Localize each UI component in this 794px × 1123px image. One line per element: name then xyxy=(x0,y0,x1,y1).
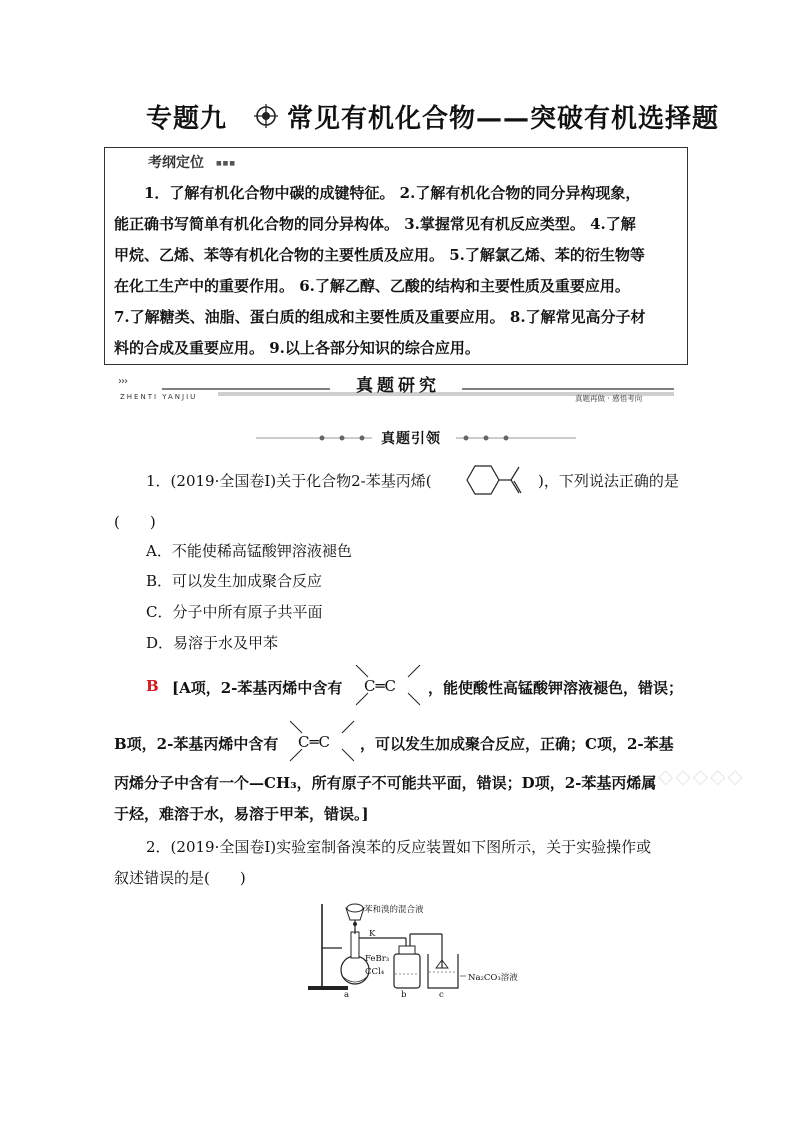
section-title: 真题研究 xyxy=(356,376,440,396)
banner-note: 真题再做 · 感悟考向 xyxy=(575,394,643,403)
funnel-label: 苯和溴的混合液 xyxy=(364,905,424,915)
reagent-label: CCl₄ xyxy=(365,967,385,977)
banner-arrows: ››› xyxy=(118,376,127,387)
banner-pinyin: ZHENTI YANJIU xyxy=(120,393,198,401)
syllabus-text xyxy=(114,178,682,364)
q1-option-c: C．分子中所有原子共平面 xyxy=(146,603,323,621)
chapter-title: 常见有机化合物——突破有机选择题 xyxy=(287,104,720,134)
q1-exp-line3: 丙烯分子中含有一个—CH₃，所有原子不可能共平面，错误；D项，2-苯基丙烯属 xyxy=(114,774,657,792)
q1-stem-end: )，下列说法正确的是 xyxy=(538,472,679,490)
q1-exp-line2a: B项，2-苯基丙烯中含有 xyxy=(114,735,279,753)
heading-dots-decoration: ■■■ xyxy=(216,160,237,167)
q1-answer-bracket: ( ) xyxy=(114,513,156,531)
watermark: ◇◇◇◇◇ xyxy=(658,764,745,788)
flask-label-b: b xyxy=(401,990,407,1000)
syllabus-line: 能正确书写简单有机化合物的同分异构体。 3.掌握常见有机反应类型。 4.了解 xyxy=(114,215,636,233)
q1-exp-line1b: ，能使酸性高锰酸钾溶液褪色，错误； xyxy=(428,679,684,697)
chapter-label: 专题九 xyxy=(146,104,228,134)
syllabus-line: 7.了解糖类、油脂、蛋白质的组成和主要性质及重要应用。 8.了解常见高分子材 xyxy=(114,308,646,326)
q1-option-b: B．可以发生加成聚合反应 xyxy=(146,572,323,590)
q1-option-a: A．不能使稀高锰酸钾溶液褪色 xyxy=(146,542,352,560)
syllabus-line: 1．了解有机化合物中碳的成键特征。 2.了解有机化合物的同分异构现象， xyxy=(144,184,641,202)
section-subtitle: 真题引领 xyxy=(381,431,441,447)
reagent-label: FeBr₃ xyxy=(365,954,390,964)
q2-stem-line1: 2．(2019·全国卷Ⅰ)实验室制备溴苯的反应装置如下图所示，关于实验操作或 xyxy=(146,838,652,856)
flask-label-c: c xyxy=(439,990,444,1000)
syllabus-line: 甲烷、乙烯、苯等有机化合物的主要性质及应用。 5.了解氯乙烯、苯的衍生物等 xyxy=(114,246,645,264)
valve-label: K xyxy=(369,929,376,939)
q1-stem-start: 1．(2019·全国卷Ⅰ)关于化合物2-苯基丙烯( xyxy=(146,472,432,490)
crosshair-icon xyxy=(254,104,278,128)
syllabus-line: 在化工生产中的重要作用。 6.了解乙醇、乙酸的结构和主要性质及重要应用。 xyxy=(114,277,630,295)
q1-answer: B xyxy=(146,677,159,695)
flask-label-a: a xyxy=(344,990,350,1000)
page-title xyxy=(146,98,719,135)
syllabus-line: 料的合成及重要应用。 9.以上各部分知识的综合应用。 xyxy=(114,339,480,357)
double-bond-label: C═C xyxy=(364,677,396,695)
double-bond-label: C═C xyxy=(298,733,330,751)
q1-option-d: D．易溶于水及甲苯 xyxy=(146,634,279,652)
solution-label: Na₂CO₃溶液 xyxy=(468,973,518,983)
q1-exp-line4: 于烃，难溶于水，易溶于甲苯，错误。] xyxy=(114,805,369,823)
phenylpropene-structure xyxy=(455,460,529,500)
q1-exp-line2b: ，可以发生加成聚合反应，正确；C项，2-苯基 xyxy=(360,735,674,753)
q2-stem-line2: 叙述错误的是( ) xyxy=(114,869,246,887)
syllabus-heading: 考纲定位 xyxy=(148,155,204,171)
q1-exp-line1a: [A项，2-苯基丙烯中含有 xyxy=(172,679,343,697)
